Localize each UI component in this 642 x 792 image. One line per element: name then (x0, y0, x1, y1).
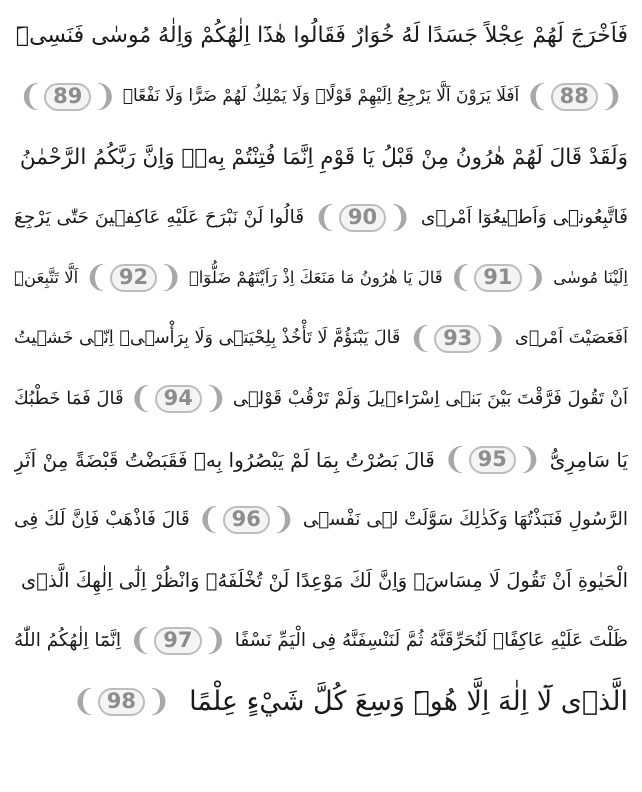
verse-text: قَالَ فَمَا خَطْبُكَ (14, 388, 124, 410)
verse-text: اَفَلَا يَرَوْنَ اَلَّا يَرْجِعُ اِلَيْهِمْ قَوْلًاۙ وَلَا يَمْلِكُ لَهُمْ ضَرًّا وَلَا نَفْعًا۟ (122, 86, 520, 107)
verse-text: الرَّسُولِ فَنَبَذْتُهَا وَكَذٰلِكَ سَوَّلَتْ لٖى نَفْسٖى (302, 509, 628, 530)
verse-text: اَنْ تَقُولَ فَرَّقْتَ بَيْنَ بَنٖى اِسْرَٓاءٖيلَ وَلَمْ تَرْقُبْ قَوْلٖى (232, 388, 628, 410)
ornament-left-icon: ❨ (71, 683, 97, 719)
ayah-number: 93 (434, 325, 481, 353)
verse-text: فَاَخْرَجَ لَهُمْ عِجْلاً جَسَدًا لَهُ خُوَارٌ فَقَالُوا هٰذَٓا اِلٰهُكُمْ وَاِلٰهُ مُوسٰى فَنَسِىَۜ (15, 23, 628, 49)
ayah-end-marker (18, 78, 118, 114)
ornament-right-icon: ❩ (522, 260, 548, 296)
text-line (14, 188, 628, 249)
ayah-end-marker (442, 441, 542, 477)
ornament-left-icon: ❨ (448, 260, 474, 296)
text-line (14, 490, 628, 551)
ornament-right-icon: ❩ (158, 260, 184, 296)
ornament-right-icon: ❩ (202, 381, 228, 417)
ayah-end-marker (128, 623, 228, 659)
ornament-left-icon: ❨ (407, 320, 434, 356)
text-line (14, 309, 628, 370)
ornament-left-icon: ❨ (196, 502, 222, 538)
text-line (14, 127, 628, 188)
ornament-right-icon: ❩ (598, 78, 624, 114)
ornament-right-icon: ❩ (387, 199, 413, 235)
ayah-end-marker (407, 320, 508, 356)
ayah-number: 89 (44, 83, 91, 111)
text-line (14, 248, 628, 309)
ornament-right-icon: ❩ (146, 683, 172, 719)
ornament-right-icon: ❩ (202, 623, 228, 659)
ayah-end-marker (128, 381, 228, 417)
text-line (14, 6, 628, 67)
ayah-end-marker (196, 502, 297, 538)
ornament-right-icon: ❩ (482, 320, 508, 356)
ayah-number: 92 (110, 264, 157, 292)
verse-text: اَلَّا تَتَّبِعَنِۜ (14, 268, 79, 287)
ornament-left-icon: ❨ (312, 199, 338, 235)
verse-text: الْحَيٰوةِ اَنْ تَقُولَ لَا مِسَاسَۖ وَاِنَّ لَكَ مَوْعِدًا لَنْ تُخْلَفَهُۚ وَانْظُرْ اِلٰٓى اِلٰهِكَ الَّذٖى (21, 569, 628, 592)
ayah-end-marker (71, 683, 172, 719)
text-line (14, 672, 628, 733)
ornament-left-icon: ❨ (83, 260, 109, 296)
ayah-number: 98 (98, 688, 145, 716)
ornament-left-icon: ❨ (442, 441, 468, 477)
verse-text: فَاتَّبِعُونٖى وَاَطٖيعُوٓا اَمْرٖى (420, 206, 628, 228)
ayah-number: 91 (474, 264, 521, 292)
verse-text: اِنَّمَٓا اِلٰهُكُمُ اللّٰهُ (14, 630, 122, 651)
ornament-right-icon: ❩ (516, 441, 542, 477)
ayah-number: 94 (155, 385, 202, 413)
verse-text: الَّذٖى لَٓا اِلٰهَ اِلَّا هُوَۜ وَسِعَ كُلَّ شَيْءٍ عِلْمًا (189, 686, 628, 718)
ayah-end-marker (448, 260, 548, 296)
verse-text: ظَلْتَ عَلَيْهِ عَاكِفًاۜ لَنُحَرِّقَنَّهُ ثُمَّ لَنَنْسِفَنَّهُ فِى الْيَمِّ نَسْفًا (234, 630, 628, 651)
ornament-left-icon: ❨ (128, 381, 154, 417)
text-line (14, 430, 628, 491)
verse-text: اَفَعَصَيْتَ اَمْرٖى (515, 328, 628, 348)
ayah-number: 88 (551, 83, 598, 111)
ornament-left-icon: ❨ (524, 78, 550, 114)
text-line (14, 67, 628, 128)
ayah-end-marker (312, 199, 413, 235)
text-line (14, 369, 628, 430)
ornament-right-icon: ❩ (92, 78, 118, 114)
ayah-end-marker (83, 260, 184, 296)
ornament-left-icon: ❨ (128, 623, 154, 659)
verse-text: يَا سَامِرِىُّ (549, 447, 628, 472)
verse-text: قَالُوا لَنْ نَبْرَحَ عَلَيْهِ عَاكِفٖينَ حَتّٰى يَرْجِعَ (14, 206, 305, 228)
ayah-end-marker (524, 78, 624, 114)
ornament-right-icon: ❩ (270, 502, 297, 538)
ornament-left-icon: ❨ (18, 78, 44, 114)
ayah-number: 96 (223, 506, 270, 534)
verse-text: قَالَ يَا هٰرُونُ مَا مَنَعَكَ اِذْ رَاَيْتَهُمْ ضَلُّوٓاۙ (188, 268, 443, 287)
ayah-number: 95 (469, 446, 516, 474)
text-line (14, 611, 628, 672)
ayah-number: 90 (339, 204, 386, 232)
verse-text: قَالَ يَبْنَؤُمَّ لَا تَأْخُذْ بِلِحْيَتٖى وَلَا بِرَأْسٖىۚ اِنّٖى خَشٖيتُ (14, 328, 401, 348)
text-line (14, 551, 628, 612)
ayah-number: 97 (154, 627, 201, 655)
verse-text: قَالَ بَصُرْتُ بِمَا لَمْ يَبْصُرُوا بِه۪ فَقَبَضْتُ قَبْضَةً مِنْ اَثَرِ (14, 447, 435, 472)
verse-text: اِلَيْنَا مُوسٰى (553, 268, 628, 287)
verse-text: وَلَقَدْ قَالَ لَهُمْ هٰرُونُ مِنْ قَبْلُ يَا قَوْمِ اِنَّمَا فُتِنْتُمْ بِه۪ۚ وَاِنَّ رَبَّكُمُ الرَّحْمٰنُ (19, 144, 628, 170)
verse-text: قَالَ فَاذْهَبْ فَاِنَّ لَكَ فِى (14, 509, 190, 530)
